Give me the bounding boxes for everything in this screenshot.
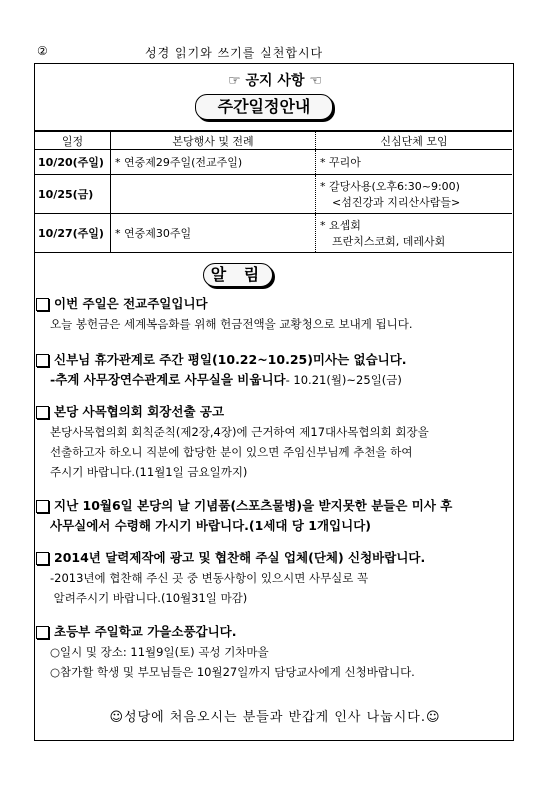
schedule-parish bbox=[111, 175, 316, 214]
announcement-line: 주시기 바랍니다.(11월1일 금요일까지) bbox=[50, 465, 248, 479]
group-line: * 갈당사용(오후6:30~9:00) bbox=[320, 180, 460, 193]
column-header-date: 일정 bbox=[35, 131, 111, 150]
announcement-item bbox=[36, 548, 510, 608]
checkbox-icon bbox=[36, 354, 49, 367]
announcements-title: 알 림 bbox=[203, 263, 273, 287]
checkbox-icon bbox=[36, 626, 49, 639]
announcement-heading: 본당 사목협의회 회장선출 공고 bbox=[54, 404, 225, 419]
group-line: 프란치스코회, 데레사회 bbox=[332, 235, 446, 248]
announcement-item bbox=[36, 622, 510, 682]
header-slogan: 성경 읽기와 쓰기를 실천합시다 bbox=[145, 46, 324, 60]
announcement-line: 선출하고자 하오니 직분에 합당한 분이 있으면 주임신부님께 추천을 하여 bbox=[50, 445, 413, 459]
schedule-date: 10/20(주일) bbox=[35, 150, 111, 175]
group-line: <섬진강과 지리산사람들> bbox=[332, 196, 461, 209]
checkbox-icon bbox=[36, 406, 49, 419]
announcement-line: ○참가할 학생 및 부모님들은 10월27일까지 담당교사에게 신청바랍니다. bbox=[50, 665, 415, 679]
group-line: * 요셉회 bbox=[320, 219, 361, 232]
checkbox-icon bbox=[36, 298, 49, 311]
announcement-item bbox=[36, 402, 510, 482]
schedule-parish: * 연중제29주일(전교주일) bbox=[111, 150, 316, 175]
announcement-line bbox=[36, 370, 510, 390]
announcement-line: 사무실에서 수령해 가시기 바랍니다.(1세대 당 1개입니다) bbox=[50, 518, 371, 533]
schedule-date: 10/27(주일) bbox=[35, 214, 111, 253]
group-line: * 꾸리아 bbox=[320, 156, 361, 169]
announcement-item bbox=[36, 294, 510, 334]
announcement-line: 본당사목협의회 회칙준칙(제2장,4장)에 근거하여 제17대사목협의회 회장을 bbox=[50, 425, 429, 439]
table-header-row bbox=[35, 131, 512, 150]
announcement-heading: 이번 주일은 전교주일입니다 bbox=[54, 296, 208, 311]
announcement-heading: 초등부 주일학교 가을소풍갑니다. bbox=[54, 624, 237, 639]
page-number: ② bbox=[37, 44, 48, 58]
announcement-heading: 신부님 휴가관계로 주간 평일(10.22~10.25)미사는 없습니다. bbox=[54, 352, 407, 367]
announcement-line: ○일시 및 장소: 11월9일(토) 곡성 기차마을 bbox=[50, 645, 269, 659]
schedule-groups bbox=[316, 214, 513, 253]
schedule-date: 10/25(금) bbox=[35, 175, 111, 214]
announcement-heading: 지난 10월6일 본당의 날 기념품(스포츠물병)을 받지못한 분들은 미사 후 bbox=[54, 498, 453, 513]
checkbox-icon bbox=[36, 500, 49, 513]
announcement-line: 알려주시기 바랍니다.(10월31일 마감) bbox=[50, 591, 248, 605]
checkbox-icon bbox=[36, 552, 49, 565]
schedule-groups bbox=[316, 175, 513, 214]
column-header-parish: 본당행사 및 전례 bbox=[111, 131, 316, 150]
schedule-groups bbox=[316, 150, 513, 175]
announcement-line-bold: -추계 사무장연수관계로 사무실을 비웁니다 bbox=[50, 372, 286, 387]
announcement-line: 오늘 봉헌금은 세계복음화를 위해 헌금전액을 교황청으로 보내게 됩니다. bbox=[50, 317, 413, 331]
announcement-item bbox=[36, 350, 510, 390]
announcement-item bbox=[36, 496, 510, 536]
column-header-groups: 신심단체 모임 bbox=[316, 131, 513, 150]
table-row bbox=[35, 150, 512, 175]
announcement-heading: 2014년 달력제작에 광고 및 협찬해 주실 업체(단체) 신청바랍니다. bbox=[54, 550, 426, 565]
schedule-title: 주간일정안내 bbox=[195, 94, 333, 120]
announcement-line-tail: - 10.21(월)~25일(금) bbox=[285, 373, 402, 387]
page-header bbox=[37, 44, 515, 60]
announcement-line: -2013년에 협찬해 주신 곳 중 변동사항이 있으시면 사무실로 꼭 bbox=[50, 571, 369, 585]
schedule-parish: * 연중제30주일 bbox=[111, 214, 316, 253]
weekly-schedule-table bbox=[35, 130, 512, 253]
notice-title: ☞ 공지 사항 ☜ bbox=[228, 73, 322, 89]
table-row bbox=[35, 175, 512, 214]
closing-message: ☺성당에 처음오시는 분들과 반갑게 인사 나눕시다.☺ bbox=[109, 710, 441, 725]
table-row bbox=[35, 214, 512, 253]
